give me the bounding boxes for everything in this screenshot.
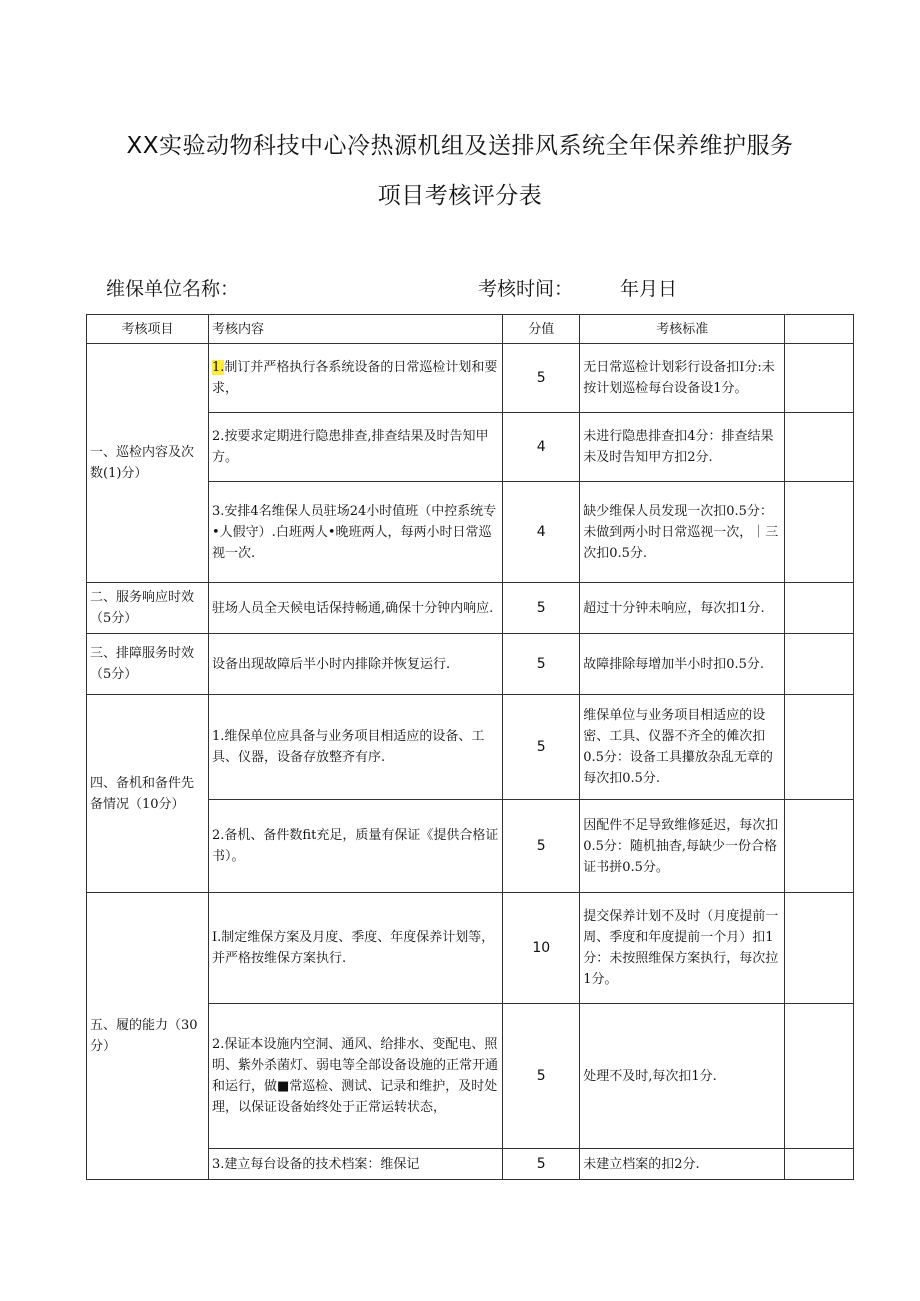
item-content: 设备出现故障后半小时内排除并恢复运行. bbox=[209, 634, 503, 695]
blank-cell bbox=[785, 344, 854, 413]
item-score: 5 bbox=[503, 695, 580, 800]
section-name: 三、排障服务时效（5分） bbox=[87, 634, 209, 695]
item-content: 1.维保单位应具备与业务项目相适应的设备、工具、仪器，设备存放整齐有序. bbox=[209, 695, 503, 800]
item-standard: 无日常巡检计划彩行设备扣I分:未按计划巡检每台设备设1分。 bbox=[580, 344, 785, 413]
item-score: 10 bbox=[503, 893, 580, 1004]
item-standard: 故障排除每增加半小时扣0.5分. bbox=[580, 634, 785, 695]
section-name: 一、巡检内容及次数(1)分） bbox=[87, 344, 209, 583]
item-score: 4 bbox=[503, 413, 580, 482]
item-score: 5 bbox=[503, 583, 580, 634]
item-score: 5 bbox=[503, 800, 580, 893]
section-name: 二、服务响应时效（5分） bbox=[87, 583, 209, 634]
item-score: 4 bbox=[503, 482, 580, 583]
item-standard: 未建立档案的扣2分. bbox=[580, 1149, 785, 1180]
header-content: 考核内容 bbox=[209, 315, 503, 344]
item-standard: 因配件不足导致维修延迟，每次扣0.5分：随机抽杳,每缺少一份合格证书拼0.5分。 bbox=[580, 800, 785, 893]
item-content: 2.按要求定期进行隐患排查,排查结果及时告知甲方。 bbox=[209, 413, 503, 482]
assessment-time-label: 考核时间： bbox=[478, 278, 574, 300]
item-content bbox=[209, 344, 503, 413]
blank-cell bbox=[785, 583, 854, 634]
item-score: 5 bbox=[503, 1004, 580, 1149]
item-standard: 未进行隐患排查扣4分：排查结果未及时告知甲方扣2分. bbox=[580, 413, 785, 482]
item-content: 3.建立每台设备的技术档案：维保记 bbox=[209, 1149, 503, 1180]
blank-cell bbox=[785, 482, 854, 583]
blank-cell bbox=[785, 893, 854, 1004]
section-name: 四、备机和备件先备情况（10分） bbox=[87, 695, 209, 893]
table-row bbox=[87, 344, 854, 413]
section-name: 五、履的能力（30分） bbox=[87, 893, 209, 1180]
blank-cell bbox=[785, 634, 854, 695]
item-standard: 维保单位与业务项目相适应的设密、工具、仪器不齐全的傩次扣0.5分：设备工具攥放杂乱无章的每次扣0.5分. bbox=[580, 695, 785, 800]
blank-cell bbox=[785, 695, 854, 800]
item-content: 3.安排4名维保人员驻场24小时值班（中控系统专•人假守）.白班两人•晚班两人，每两小时日常巡视一次. bbox=[209, 482, 503, 583]
blank-cell bbox=[785, 1004, 854, 1149]
item-standard: 缺少维保人员发现一次扣0.5分：未做到两小时日常巡视一次，｜三次扣0.5分. bbox=[580, 482, 785, 583]
document-title-line2: 项目考核评分表 bbox=[377, 183, 543, 209]
item-standard: 超过十分钟未响应，每次扣1分. bbox=[580, 583, 785, 634]
document-title-line1: XX实验动物科技中心冷热源机组及送排风系统全年保养维护服务 bbox=[126, 133, 794, 159]
item-text: 制订并严格执行各系统设备的日常巡检计划和要求， bbox=[212, 360, 498, 396]
item-content: I.制定维保方案及月度、季度、年度保养计划等，并严格按维保方案执行. bbox=[209, 893, 503, 1004]
item-standard: 提交保养计划不及时（月度提前一周、季度和年度提前一个月）扣1分：未按照维保方案执行，每次拉1分。 bbox=[580, 893, 785, 1004]
table-row bbox=[87, 893, 854, 1004]
header-blank bbox=[785, 315, 854, 344]
item-score: 5 bbox=[503, 344, 580, 413]
item-content: 2.备机、备件数fit充足，质量有保证《提供合格证书）。 bbox=[209, 800, 503, 893]
blank-cell bbox=[785, 413, 854, 482]
header-item: 考核项目 bbox=[87, 315, 209, 344]
item-standard: 处理不及时,每次扣1分. bbox=[580, 1004, 785, 1149]
item-score: 5 bbox=[503, 634, 580, 695]
item-score: 5 bbox=[503, 1149, 580, 1180]
header-score: 分值 bbox=[503, 315, 580, 344]
table-row bbox=[87, 634, 854, 695]
header-standard: 考核标准 bbox=[580, 315, 785, 344]
blank-cell bbox=[785, 800, 854, 893]
item-content: 驻场人员全天候电话保持畅通,确保十分钟内响应. bbox=[209, 583, 503, 634]
item-content: 2.保证本设施内空洞、通风、给排水、变配电、照明、紫外杀菌灯、弱电等全部设备设施的正常开通和运行，做■常巡检、测试、记录和维护，及时处理，以保证设备始终处于正常运转状态， bbox=[209, 1004, 503, 1149]
table-row bbox=[87, 583, 854, 634]
table-header-row bbox=[87, 315, 854, 344]
blank-cell bbox=[785, 1149, 854, 1180]
assessment-table bbox=[86, 314, 854, 1180]
date-placeholder: 年月日 bbox=[620, 278, 678, 300]
table-row bbox=[87, 695, 854, 800]
maintenance-unit-label: 维保单位名称： bbox=[106, 278, 240, 300]
item-number: 1. bbox=[212, 360, 225, 375]
